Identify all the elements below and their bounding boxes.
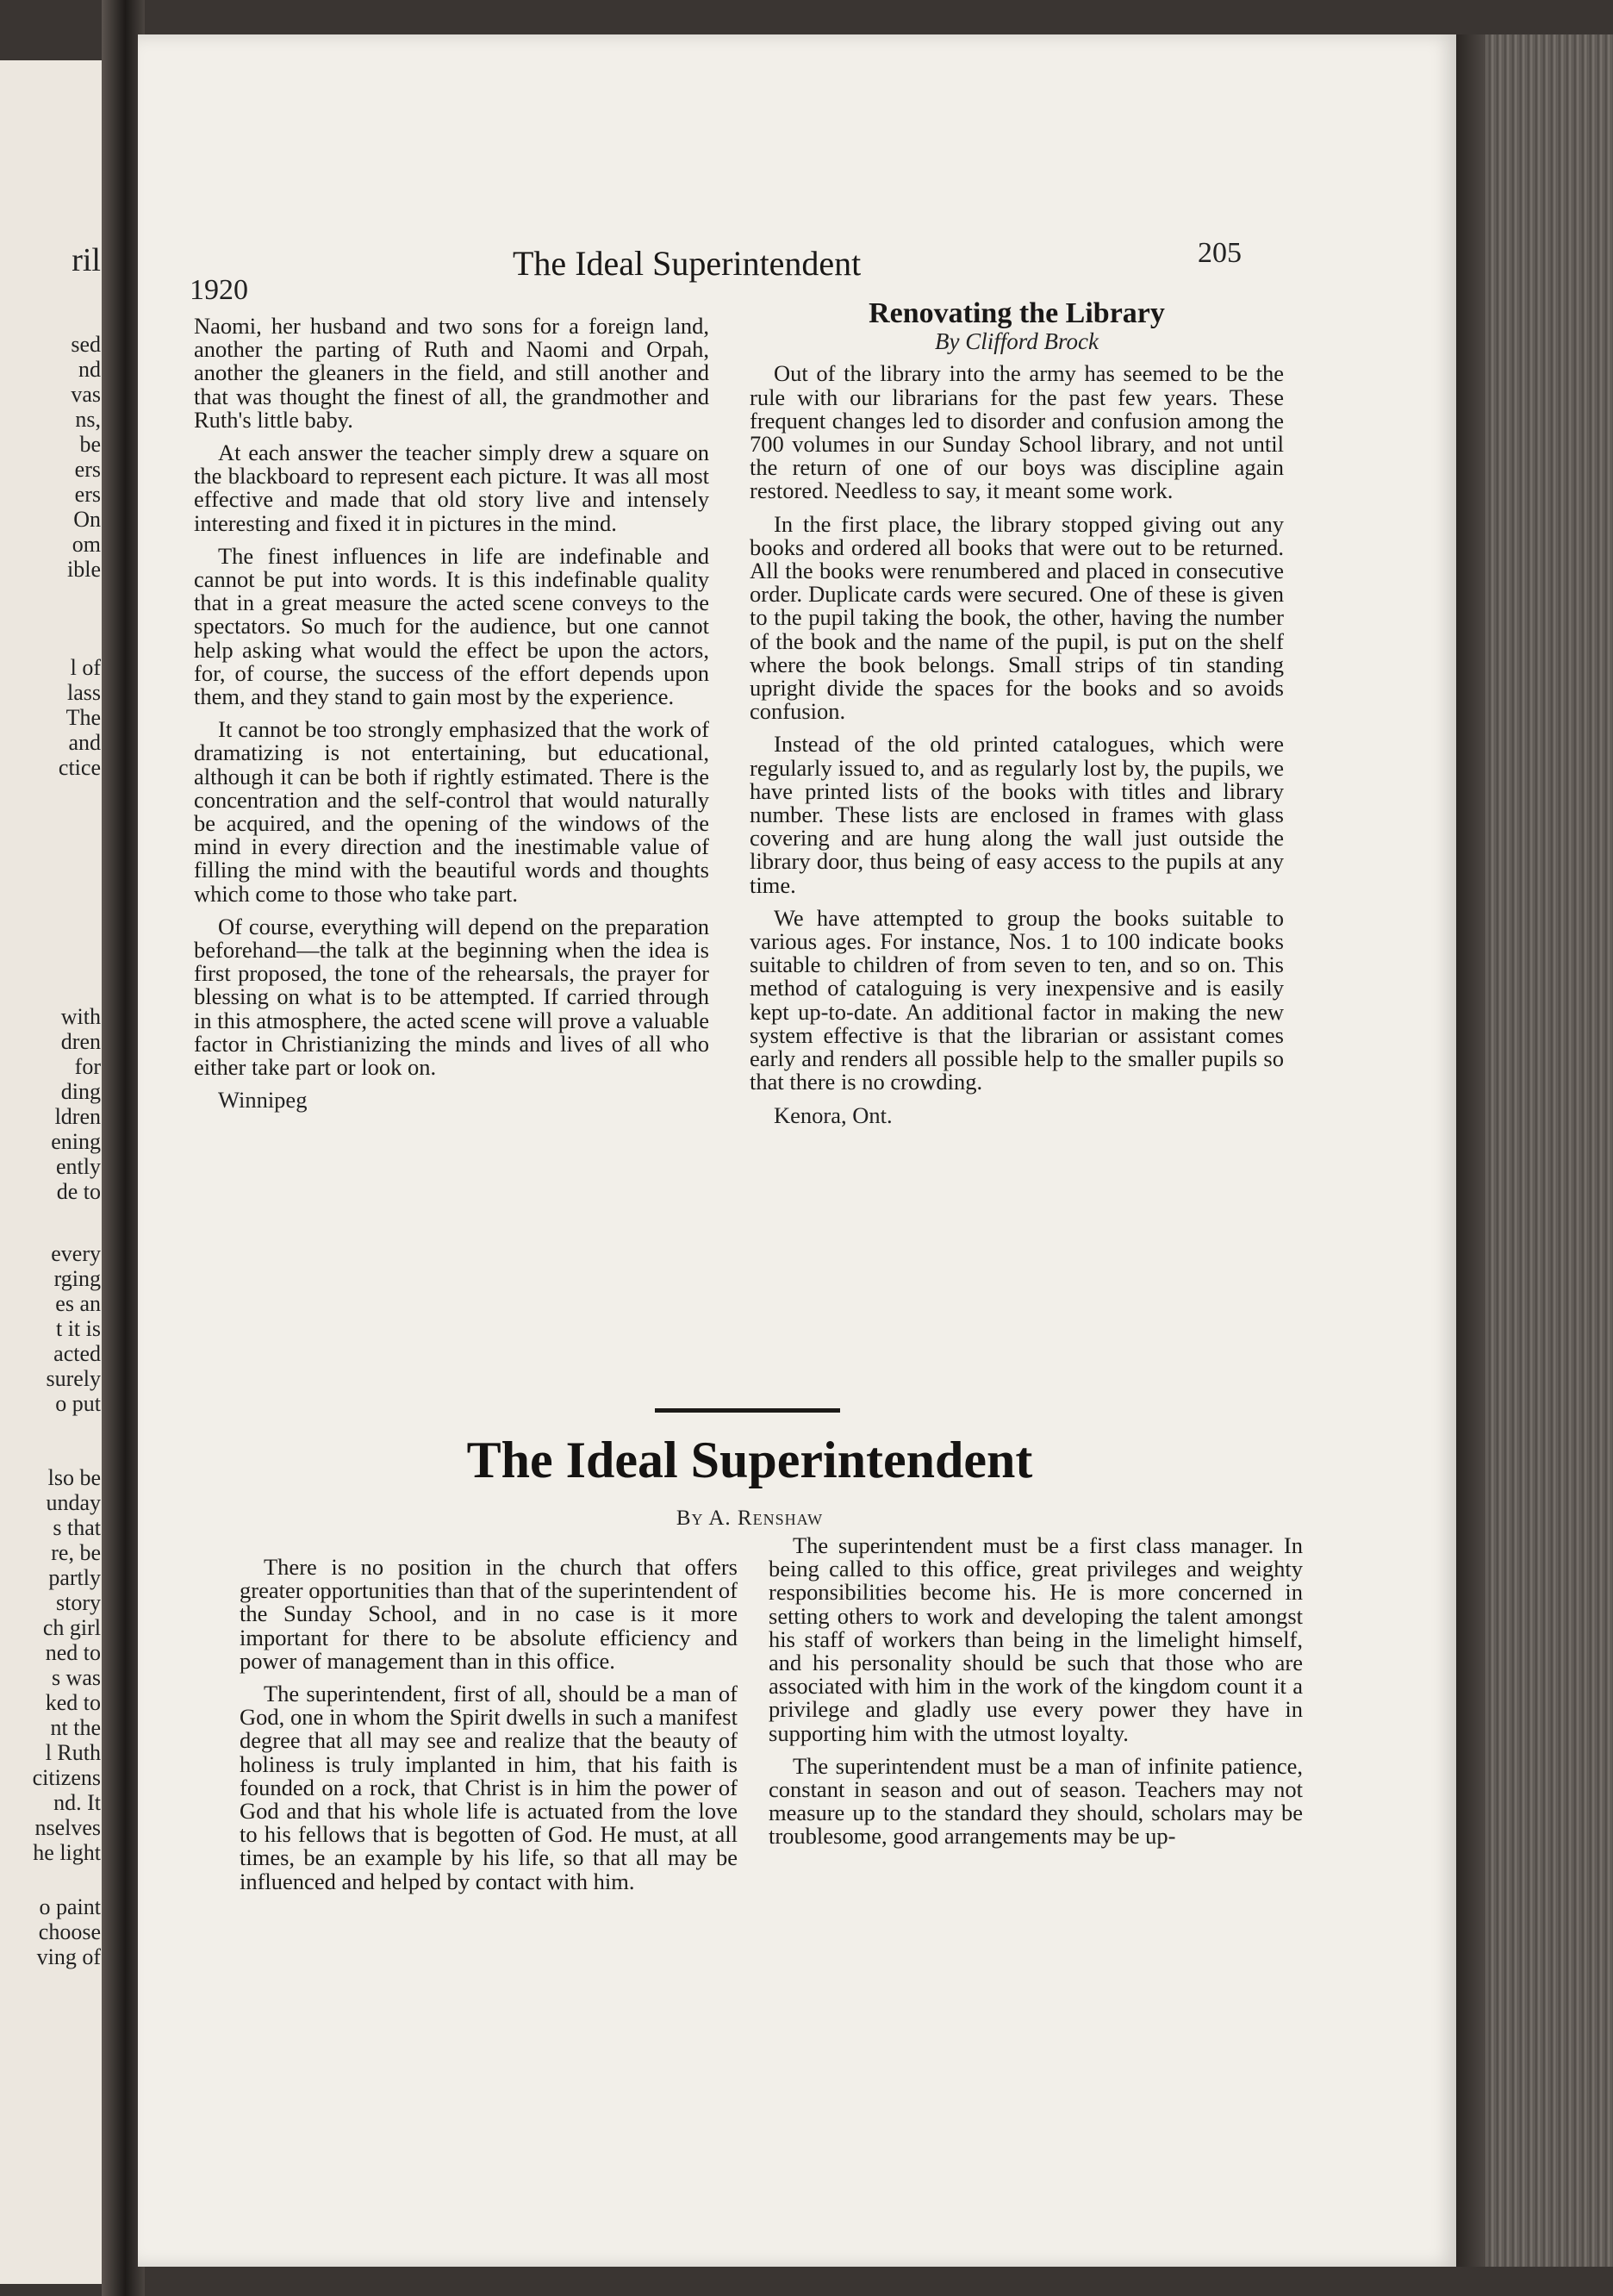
facing-page-text-fragment: ently <box>56 1154 101 1179</box>
facing-page-text-fragment: vas <box>71 382 101 407</box>
facing-page-text-fragment: be <box>79 432 101 457</box>
facing-page-text-fragment: surely <box>46 1366 101 1391</box>
facing-page-text-fragment: l of <box>70 655 101 680</box>
page-number: 205 <box>1198 237 1242 269</box>
facing-page-text-fragment: ril <box>72 242 101 278</box>
facing-page-text-fragment: lso be <box>47 1465 101 1490</box>
facing-page-text-fragment: o put <box>55 1391 101 1416</box>
facing-page-text-fragment: nselves <box>34 1815 101 1840</box>
facing-page-text-fragment: t it is <box>55 1316 101 1341</box>
facing-page-text-fragment: nd <box>78 357 101 382</box>
facing-page-text-fragment: s was <box>51 1665 101 1690</box>
facing-page-text-fragment: and <box>68 730 101 755</box>
facing-page-text-fragment: ns, <box>75 407 101 432</box>
facing-page-text-fragment: The <box>65 705 101 730</box>
book-cover-edge <box>1456 34 1485 2267</box>
facing-page-text-fragment: nd. It <box>53 1790 101 1815</box>
paragraph: There is no position in the church that offers greater opportunities than that of the superintendent of the Sunday School, and in no case is it more important for there to be absolute efficiency and power of management than in this office. <box>240 1554 738 1674</box>
paragraph: We have attempted to group the books suitable to various ages. For instance, Nos. 1 to 100 indicate books suitable to children of from seven to ten, and so on. This method of cataloguing is very inexpensive and is easily kept up-to-date. An additional factor in making the new system effective is that the librarian or assistant comes early and renders all possible help to the smaller pupils so that there is no crowding. <box>750 904 1284 1095</box>
running-title: The Ideal Superintendent <box>513 244 862 283</box>
header-year: 1920 <box>190 274 248 306</box>
paragraph: It cannot be too strongly emphasized that the work of dramatizing is not entertaining, but educational, although it can be both if rightly estimated. There is the concentration and the self-control that would naturally be acquired, and the opening of the windows of the mind in every direction and the inestimable value of filling the mind with the beautiful words and thoughts which come to those who take part. <box>194 716 709 907</box>
main-article-title: The Ideal Superintendent <box>466 1432 1033 1488</box>
left-column-top <box>194 315 709 1113</box>
facing-page-text-fragment: nt the <box>50 1715 101 1740</box>
facing-page-text-fragment: o paint <box>39 1894 101 1919</box>
paragraph: The finest influences in life are indefinable and cannot be put into words. It is this indefinable quality that in a great measure the acted scene conveys to the spectators. So much for the audience, but one cannot help asking what would the effect be upon the actors, for, of course, the success of the effort depends upon them, and they stand to gain most by the experience. <box>194 542 709 710</box>
facing-page-text-fragment: lass <box>67 680 101 705</box>
facing-page-text-fragment: sed <box>71 332 101 357</box>
facing-page-text-fragment: ctice <box>58 755 101 780</box>
facing-page-text-fragment: ldren <box>54 1104 101 1129</box>
right-column-top <box>750 297 1284 1128</box>
facing-page-text-fragment: ding <box>60 1079 101 1104</box>
section-divider <box>655 1408 840 1413</box>
facing-page-text-fragment: with <box>60 1004 101 1029</box>
signoff-location: Kenora, Ont. <box>774 1101 893 1128</box>
facing-page-text-fragment: choose <box>38 1919 101 1944</box>
facing-page-text-fragment: ers <box>74 457 101 482</box>
book-page-edges <box>1456 34 1613 2267</box>
paragraph: Out of the library into the army has seemed to be the rule with our librarians for the past few years. These frequent changes led to disorder and confusion among the 700 volumes in our Sunday School library, and not until the return of one of our boys was discipline again restored. Needless to say, it meant some work. <box>750 360 1284 504</box>
facing-page-text-fragment: ked to <box>45 1690 101 1715</box>
facing-page-text-fragment: ers <box>74 482 101 507</box>
paragraph: Instead of the old printed catalogues, which were regularly issued to, and as regularly lost by, the pupils, we have printed lists of the books with titles and library number. These lists are enclosed in frames with glass covering and are hung along the wall just outside the library door, thus being of easy access to the pupils at any time. <box>750 731 1284 898</box>
facing-page-text-fragment: l Ruth <box>45 1740 101 1765</box>
paragraph: The superintendent must be a man of infinite patience, constant in season and out of season. Teachers may not measure up to the standard they should, scholars may be troublesome, good arrangements may be up- <box>769 1752 1303 1850</box>
paragraph: The superintendent, first of all, should be a man of God, one in whom the Spirit dwells in such a manifest degree that all may see and realize that the beauty of holiness is truly implanted in him, that his faith is founded on a rock, that Christ is in him the power of God and that his whole life is actuated from the love to his fellows that is begotten of God. He must, at all times, be an example by his life, so that all may be influenced and helped by contact with him. <box>240 1681 738 1894</box>
facing-page-text-fragment: om <box>72 532 101 557</box>
article-title: Renovating the Library <box>869 297 1165 329</box>
facing-page-text-fragment: ned to <box>45 1640 101 1665</box>
facing-page-text-fragment: de to <box>56 1179 101 1204</box>
facing-page-text-fragment: story <box>56 1590 101 1615</box>
facing-page-text-fragment: unday <box>46 1490 101 1515</box>
article-byline: By Clifford Brock <box>935 328 1099 355</box>
facing-page-text-fragment: acted <box>53 1341 101 1366</box>
facing-page-text-fragment: ible <box>67 557 101 582</box>
facing-page-text-fragment: On <box>73 507 101 532</box>
paragraph: Naomi, her husband and two sons for a foreign land, another the parting of Ruth and Naomi and Orpah, another the gleaners in the field, and still another and that was thought the finest of all, the grandmother and Ruth's little baby. <box>194 313 709 433</box>
facing-page-text-fragment: es an <box>55 1291 101 1316</box>
facing-page-text-fragment: partly <box>48 1565 101 1590</box>
facing-page-text-fragment: every <box>51 1241 101 1266</box>
main-article-byline: By A. Renshaw <box>676 1507 824 1530</box>
paragraph: The superintendent must be a first class manager. In being called to this office, great privileges and weighty responsibilities become his. He is more concerned in setting others to work and developing the talent amongst his staff of workers than being in the limelight himself, and his personality should be such that those who are associated with him in the work of the kingdom count it a privilege and gladly use every power they have in supporting him with the utmost loyalty. <box>769 1532 1303 1746</box>
facing-page-text-fragment: citizens <box>32 1765 101 1790</box>
signoff-location: Winnipeg <box>218 1087 308 1114</box>
facing-page-text-fragment: he light <box>33 1840 101 1865</box>
paragraph: At each answer the teacher simply drew a square on the blackboard to represent each picture. It was all most effective and made that old story live and intensely interesting and fixed it in pictures in the mind. <box>194 440 709 536</box>
facing-page-text-fragment: ving of <box>36 1944 101 1969</box>
facing-page-text-fragment: rging <box>53 1266 101 1291</box>
facing-page-text-fragment: re, be <box>51 1540 101 1565</box>
facing-page-edge <box>0 60 108 2284</box>
paragraph: Of course, everything will depend on the preparation beforehand—the talk at the beginning when the idea is first proposed, the tone of the rehearsals, the prayer for blessing on what is to be attempted. If carried through in this atmosphere, the acted scene will prove a valuable factor in Christianizing the minds and lives of all who either take part or look on. <box>194 913 709 1081</box>
facing-page-text-fragment: ch girl <box>42 1615 101 1640</box>
facing-page-text-fragment: for <box>74 1054 101 1079</box>
facing-page-text-fragment: dren <box>60 1029 101 1054</box>
facing-page-text-fragment: ening <box>51 1129 101 1154</box>
paragraph: In the first place, the library stopped giving out any books and ordered all books that were out to be returned. All the books were renumbered and placed in consecutive order. Duplicate cards were secured. One of these is given to the pupil taking the book, the other, having the number of the book and the name of the pupil, is put on the shelf where the book belongs. Small strips of tin standing upright divide the spaces for the books and so avoids confusion. <box>750 510 1284 725</box>
main-right-column <box>769 1534 1303 1858</box>
page-header <box>190 233 1249 306</box>
facing-page-text-fragment: s that <box>53 1515 101 1540</box>
main-left-column <box>240 1556 738 1903</box>
